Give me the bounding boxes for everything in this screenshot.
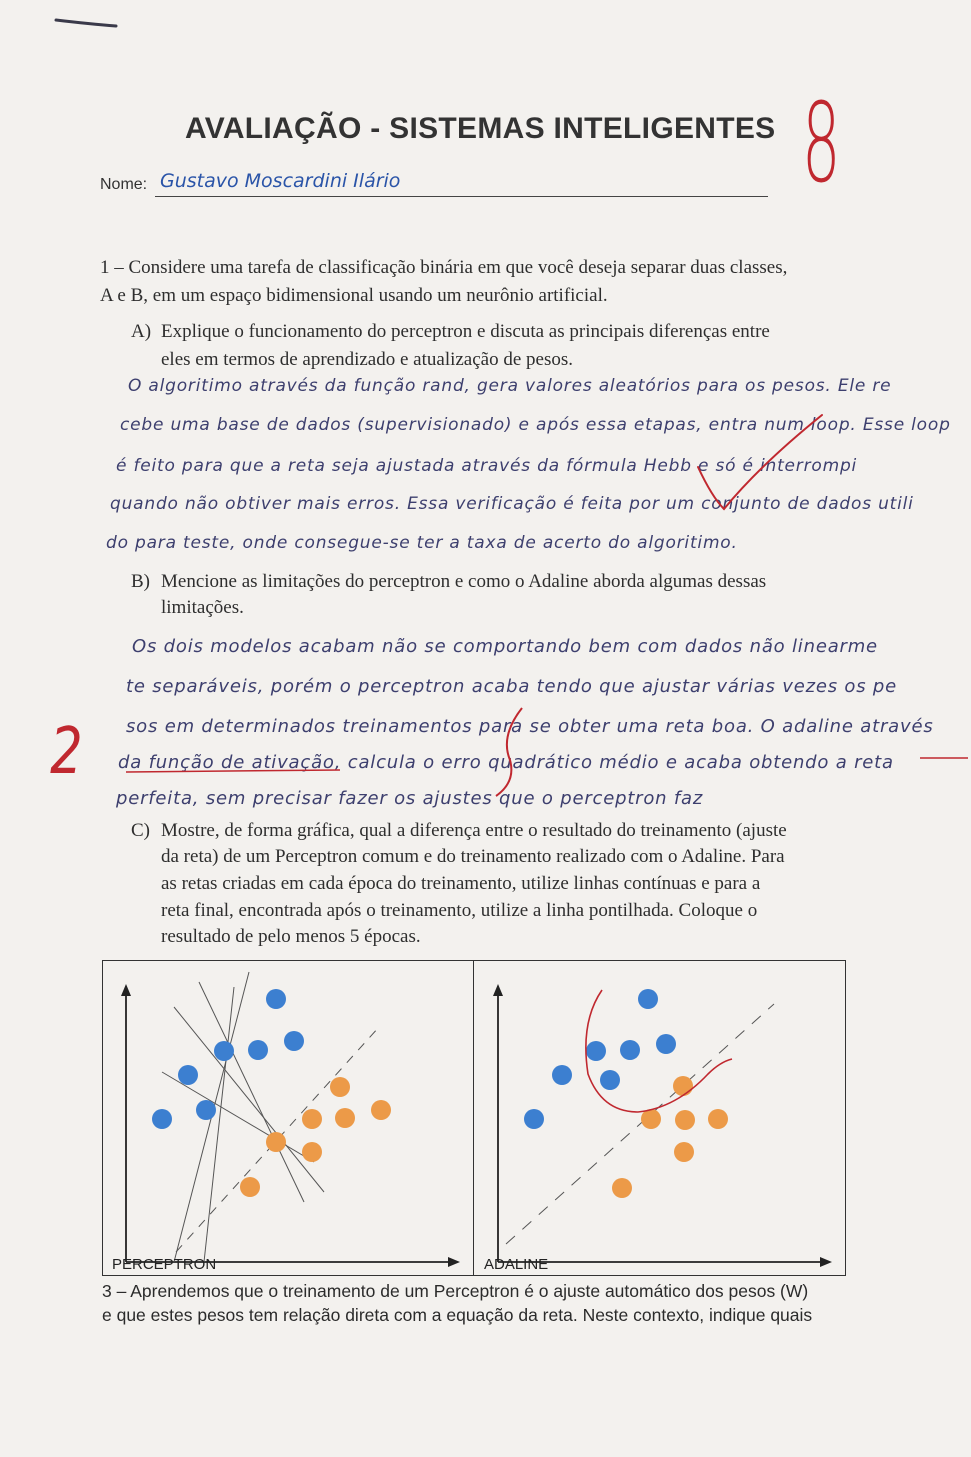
class-a-points xyxy=(524,989,676,1129)
q3-text-line2: e que estes pesos tem relação direta com a equação da reta. Neste contexto, indique quais xyxy=(102,1305,813,1325)
plot-axes xyxy=(493,984,832,1267)
q1c-text-line: as retas criadas em cada época do treinamento, utilize linhas contínuas e para a xyxy=(161,873,761,894)
class-a-point xyxy=(214,1041,234,1061)
class-b-point xyxy=(371,1100,391,1120)
class-b-point xyxy=(302,1109,322,1129)
q1b-text-line1: Mencione as limitações do perceptron e como o Adaline aborda algumas dessas xyxy=(161,571,767,592)
class-a-point xyxy=(638,989,658,1009)
epoch-line xyxy=(204,987,234,1262)
q1-prompt-line1: 1 – Considere uma tarefa de classificação binária em que você deseja separar duas classes, xyxy=(100,257,788,278)
q1c-text-line: da reta) de um Perceptron comum e do treinamento realizado com o Adaline. Para xyxy=(161,846,785,867)
class-b-point xyxy=(674,1142,694,1162)
class-b-point xyxy=(266,1132,286,1152)
adaline-plot xyxy=(476,962,844,1274)
q1a-answer-line: é feito para que a reta seja ajustada através da fórmula Hebb e só é interrompi xyxy=(116,456,858,476)
pen-mark xyxy=(50,10,130,35)
q1b-answer-line: perfeita, sem precisar fazer os ajustes que o perceptron faz xyxy=(116,788,704,809)
class-b-points xyxy=(240,1077,391,1197)
class-a-point xyxy=(656,1034,676,1054)
class-a-point xyxy=(196,1100,216,1120)
epoch-line xyxy=(199,982,304,1202)
q1a-text-line1: Explique o funcionamento do perceptron e discuta as principais diferenças entre xyxy=(161,321,770,342)
page-title: AVALIAÇÃO - SISTEMAS INTELIGENTES xyxy=(185,112,776,145)
class-a-point xyxy=(284,1031,304,1051)
q1b-label: B) xyxy=(131,571,150,592)
figure-divider xyxy=(473,960,474,1276)
q1a-answer-line: quando não obtiver mais erros. Essa verificação é feita por um conjunto de dados utili xyxy=(110,494,914,514)
q1b-answer-line: Os dois modelos acabam não se comportando bem com dados não linearme xyxy=(132,636,878,657)
q1b-answer-line: sos em determinados treinamentos para se obter uma reta boa. O adaline através xyxy=(126,716,934,737)
q1a-text-line2: eles em termos de aprendizado e atualização de pesos. xyxy=(161,349,574,370)
class-a-point xyxy=(524,1109,544,1129)
class-b-point xyxy=(240,1177,260,1197)
class-a-point xyxy=(586,1041,606,1061)
class-b-points xyxy=(612,1076,728,1198)
grading-marks xyxy=(40,690,970,810)
class-a-point xyxy=(552,1065,572,1085)
question-grade: 2 xyxy=(50,715,83,789)
q1c-text-line: reta final, encontrada após o treinamento, utilize a linha pontilhada. Coloque o xyxy=(161,900,758,921)
perceptron-plot xyxy=(104,962,472,1274)
name-label: Nome: xyxy=(100,176,148,193)
q1c-label: C) xyxy=(131,820,150,841)
q1a-answer-line: O algoritimo através da função rand, gera valores aleatórios para os pesos. Ele re xyxy=(128,376,892,396)
q1a-answer-line: cebe uma base de dados (supervisionado) e após essa etapas, entra num loop. Esse loop xyxy=(120,415,951,435)
class-b-point xyxy=(335,1108,355,1128)
class-a-points xyxy=(152,989,304,1129)
class-a-point xyxy=(600,1070,620,1090)
q3-text-line1: 3 – Aprendemos que o treinamento de um Perceptron é o ajuste automático dos pesos (W) xyxy=(102,1281,809,1301)
perceptron-label: PERCEPTRON xyxy=(112,1256,217,1273)
q1a-answer-line: do para teste, onde consegue-se ter a taxa de acerto do algoritimo. xyxy=(106,533,738,553)
class-b-point xyxy=(675,1110,695,1130)
class-b-point xyxy=(302,1142,322,1162)
class-b-point xyxy=(612,1178,632,1198)
q1c-text-line: Mostre, de forma gráfica, qual a diferença entre o resultado do treinamento (ajuste xyxy=(161,820,787,841)
epoch-lines xyxy=(162,972,324,1262)
class-b-point xyxy=(708,1109,728,1129)
class-a-point xyxy=(178,1065,198,1085)
final-dashed-line xyxy=(506,1004,774,1244)
class-a-point xyxy=(248,1040,268,1060)
class-a-point xyxy=(266,989,286,1009)
total-grade: 8 xyxy=(802,79,841,207)
q1b-answer-line: te separáveis, porém o perceptron acaba tendo que ajustar várias vezes os pe xyxy=(126,676,898,697)
class-a-point xyxy=(152,1109,172,1129)
q1a-label: A) xyxy=(131,321,152,342)
class-b-point xyxy=(330,1077,350,1097)
adaline-label: ADALINE xyxy=(484,1256,549,1273)
student-name: Gustavo Moscardini Ilário xyxy=(160,170,401,192)
class-a-point xyxy=(620,1040,640,1060)
q1b-text-line2: limitações. xyxy=(161,597,244,618)
q1b-answer-line: da função de ativação, calcula o erro quadrático médio e acaba obtendo a reta xyxy=(118,752,894,773)
name-underline xyxy=(155,196,768,197)
class-b-point xyxy=(641,1109,661,1129)
grading-checkmark xyxy=(690,405,830,525)
class-b-point xyxy=(673,1076,693,1096)
q1-prompt-line2: A e B, em um espaço bidimensional usando um neurônio artificial. xyxy=(100,285,608,306)
q1c-text-line: resultado de pelo menos 5 épocas. xyxy=(161,926,421,947)
